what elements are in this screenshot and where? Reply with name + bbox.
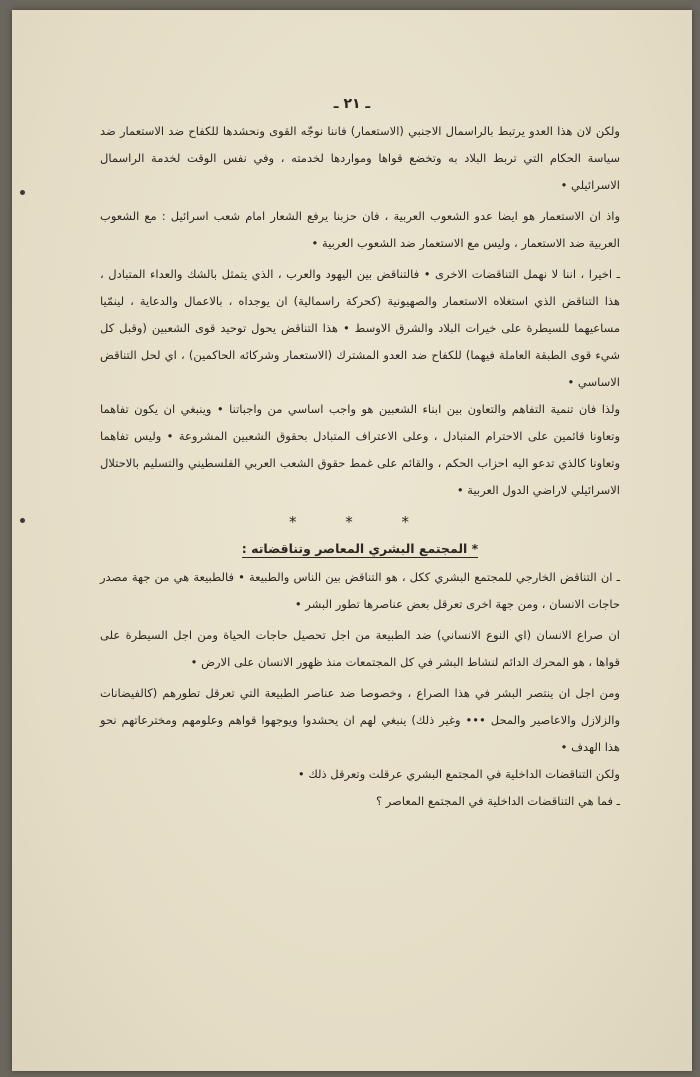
section-heading: [100, 534, 620, 564]
paragraph: ان صراع الانسان (اي النوع الانساني) ضد الطبيعة من اجل تحصيل حاجات الحياة ومن اجل السيطرة على قواها ، هو المحرك الدائم لنشاط البشر في كل المجتمعات منذ ظهور الانسان على الارض •: [100, 628, 620, 669]
paragraph: ولذا فان تنمية التفاهم والتعاون بين ابناء الشعبين هو واجب اساسي من واجباتنا • وينبغي ان يكون تفاهما وتعاونا قائمين على الاحترام المتبادل ، وعلى الاعتراف المتبادل بحقوق الشعبين المشروعة • وليس تفاهما وتعاونا كالذي تدعو اليه احزاب الحكم ، والقائم على غمط حقوق الشعب العربي الفلسطيني والتسليم بالاحتلال الاسرائيلي لاراضي الدول العربية •: [100, 402, 620, 497]
paragraph: ـ ان التناقض الخارجي للمجتمع البشري ككل ، هو التناقض بين الناس والطبيعة • فالطبيعة هي من جهة مصدر حاجات الانسان ، ومن جهة اخرى تعرقل بعض عناصرها تطور البشر •: [100, 570, 620, 611]
section-heading-text: * المجتمع البشري المعاصر وتناقضاته :: [241, 541, 479, 556]
paragraph: ومن اجل ان ينتصر البشر في هذا الصراع ، وخصوصا ضد عناصر الطبيعة التي تعرقل تطورهم (كالفيضانات والزلازل والاعاصير والمحل ••• وغير ذلك) ينبغي لهم ان يحشدوا ويوجهوا قواهم وعلومهم ومخترعاتهم نحو هذا الهدف •: [100, 686, 620, 754]
paragraph: ـ فما هي التناقضات الداخلية في المجتمع المعاصر ؟: [375, 794, 620, 808]
paragraph: ولكن لان هذا العدو يرتبط بالراسمال الاجنبي (الاستعمار) فاننا نوجّه القوى ونحشدها للكفاح ضد الاستعمار ضد سياسة الحكام التي تربط البلاد به وتخضع قواها ومواردها لخدمته ، وفي نفس الوقت لخدمة الراسمال الاسرائيلي •: [100, 124, 620, 192]
body-text: [100, 118, 620, 815]
paragraph: واذ ان الاستعمار هو ايضا عدو الشعوب العربية ، فان حزبنا يرفع الشعار امام شعب اسرائيل : مع الشعوب العربية ضد الاستعمار ، وليس مع الاستعمار ضد الشعوب العربية •: [100, 209, 620, 250]
paragraph: ـ اخيرا ، اننا لا نهمل التناقضات الاخرى • فالتناقض بين اليهود والعرب ، الذي يتمثل بالشك والعداء المتبادل ، هذا التناقض الذي استغلاه الاستعمار والصهيونية (كحركة راسمالية) ان يوجداه ، بالاعمال والدعاية ، لينمّيا مساعيهما للسيطرة على خيرات البلاد والشرق الاوسط • هذا التناقض يحول توحيد قوى الشعبين (وقبل كل شيء قوى الطبقة العاملة فيهما) للكفاح ضد العدو المشترك (الاستعمار وشركائه الحاكمين) ، اي لحل التناقض الاساسي •: [100, 267, 620, 389]
punch-hole: [20, 190, 25, 195]
paragraph: ولكن التناقضات الداخلية في المجتمع البشري عرقلت وتعرقل ذلك •: [297, 767, 620, 781]
page-number: ـ ٢١ ـ: [333, 96, 371, 112]
document-page: [12, 10, 692, 1071]
section-separator: * * *: [288, 513, 432, 531]
punch-hole: [20, 518, 25, 523]
